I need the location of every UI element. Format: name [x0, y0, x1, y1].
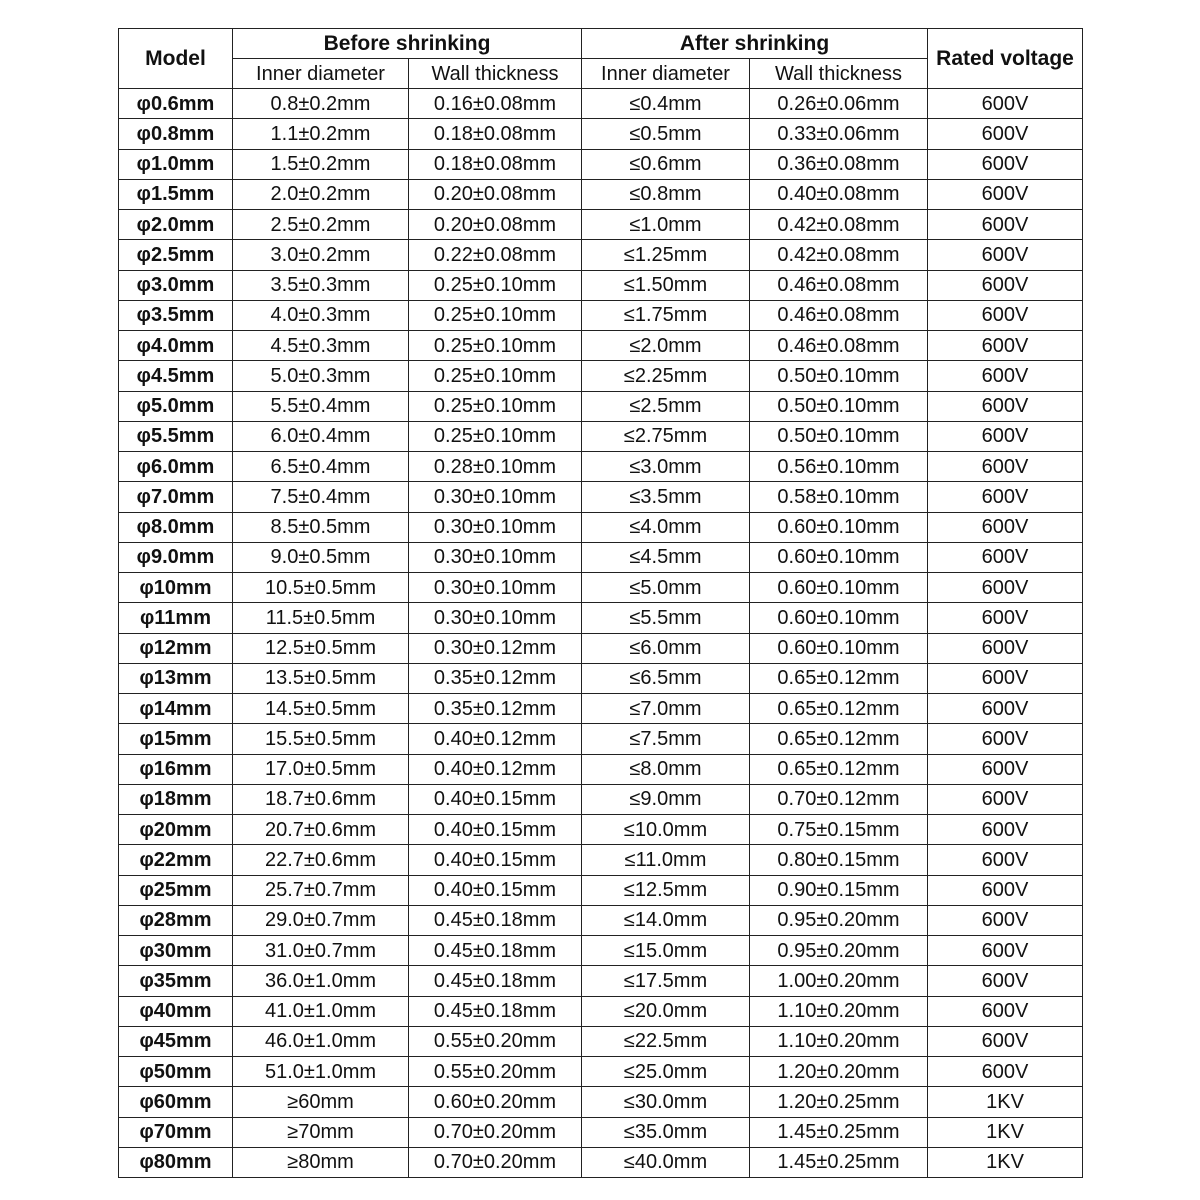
cell-before-wall-thickness: 0.45±0.18mm — [409, 966, 582, 996]
cell-after-wall-thickness: 0.80±0.15mm — [750, 845, 928, 875]
cell-before-wall-thickness: 0.25±0.10mm — [409, 331, 582, 361]
cell-after-inner-diameter: ≤11.0mm — [582, 845, 750, 875]
cell-rated-voltage: 600V — [928, 1057, 1083, 1087]
cell-after-inner-diameter: ≤9.0mm — [582, 784, 750, 814]
cell-before-inner-diameter: 5.0±0.3mm — [233, 361, 409, 391]
cell-after-inner-diameter: ≤2.75mm — [582, 421, 750, 451]
header-model: Model — [119, 29, 233, 89]
cell-before-inner-diameter: 1.5±0.2mm — [233, 149, 409, 179]
header-before-inner-diameter: Inner diameter — [233, 59, 409, 89]
cell-after-wall-thickness: 1.20±0.25mm — [750, 1087, 928, 1117]
cell-model: φ0.8mm — [119, 119, 233, 149]
cell-rated-voltage: 600V — [928, 754, 1083, 784]
cell-before-inner-diameter: 6.0±0.4mm — [233, 421, 409, 451]
cell-after-wall-thickness: 0.50±0.10mm — [750, 391, 928, 421]
cell-before-wall-thickness: 0.40±0.15mm — [409, 784, 582, 814]
cell-model: φ0.6mm — [119, 89, 233, 119]
cell-rated-voltage: 600V — [928, 210, 1083, 240]
cell-after-inner-diameter: ≤0.6mm — [582, 149, 750, 179]
cell-model: φ1.5mm — [119, 179, 233, 209]
cell-before-inner-diameter: 31.0±0.7mm — [233, 936, 409, 966]
cell-rated-voltage: 600V — [928, 482, 1083, 512]
cell-after-wall-thickness: 1.45±0.25mm — [750, 1117, 928, 1147]
cell-model: φ28mm — [119, 905, 233, 935]
cell-model: φ50mm — [119, 1057, 233, 1087]
cell-after-wall-thickness: 1.00±0.20mm — [750, 966, 928, 996]
cell-after-wall-thickness: 1.10±0.20mm — [750, 1026, 928, 1056]
cell-before-wall-thickness: 0.25±0.10mm — [409, 391, 582, 421]
cell-after-wall-thickness: 0.65±0.12mm — [750, 754, 928, 784]
cell-after-inner-diameter: ≤1.50mm — [582, 270, 750, 300]
cell-before-inner-diameter: 1.1±0.2mm — [233, 119, 409, 149]
cell-after-inner-diameter: ≤7.0mm — [582, 694, 750, 724]
cell-before-wall-thickness: 0.55±0.20mm — [409, 1057, 582, 1087]
table-row — [119, 149, 1083, 179]
cell-model: φ9.0mm — [119, 542, 233, 572]
cell-model: φ80mm — [119, 1147, 233, 1177]
cell-before-wall-thickness: 0.70±0.20mm — [409, 1147, 582, 1177]
cell-before-wall-thickness: 0.30±0.10mm — [409, 542, 582, 572]
cell-before-wall-thickness: 0.20±0.08mm — [409, 179, 582, 209]
table-row — [119, 996, 1083, 1026]
table-row — [119, 240, 1083, 270]
header-after-inner-diameter: Inner diameter — [582, 59, 750, 89]
cell-after-inner-diameter: ≤2.0mm — [582, 331, 750, 361]
cell-after-inner-diameter: ≤3.0mm — [582, 452, 750, 482]
cell-rated-voltage: 600V — [928, 149, 1083, 179]
cell-before-inner-diameter: 29.0±0.7mm — [233, 905, 409, 935]
table-row — [119, 633, 1083, 663]
cell-rated-voltage: 600V — [928, 936, 1083, 966]
table-row — [119, 300, 1083, 330]
cell-before-wall-thickness: 0.25±0.10mm — [409, 300, 582, 330]
cell-before-inner-diameter: 13.5±0.5mm — [233, 663, 409, 693]
table-row — [119, 603, 1083, 633]
cell-before-inner-diameter: 18.7±0.6mm — [233, 784, 409, 814]
cell-after-wall-thickness: 0.95±0.20mm — [750, 936, 928, 966]
cell-model: φ5.0mm — [119, 391, 233, 421]
cell-after-inner-diameter: ≤0.4mm — [582, 89, 750, 119]
cell-before-inner-diameter: ≥70mm — [233, 1117, 409, 1147]
cell-before-wall-thickness: 0.30±0.10mm — [409, 603, 582, 633]
cell-before-wall-thickness: 0.60±0.20mm — [409, 1087, 582, 1117]
cell-after-inner-diameter: ≤10.0mm — [582, 815, 750, 845]
header-rated-voltage: Rated voltage — [928, 29, 1083, 89]
cell-before-inner-diameter: 46.0±1.0mm — [233, 1026, 409, 1056]
cell-before-inner-diameter: 14.5±0.5mm — [233, 694, 409, 724]
table-row — [119, 482, 1083, 512]
cell-before-wall-thickness: 0.18±0.08mm — [409, 149, 582, 179]
cell-after-inner-diameter: ≤20.0mm — [582, 996, 750, 1026]
cell-before-inner-diameter: 41.0±1.0mm — [233, 996, 409, 1026]
cell-before-inner-diameter: 2.0±0.2mm — [233, 179, 409, 209]
cell-model: φ18mm — [119, 784, 233, 814]
cell-before-wall-thickness: 0.18±0.08mm — [409, 119, 582, 149]
header-before-wall-thickness: Wall thickness — [409, 59, 582, 89]
cell-model: φ4.5mm — [119, 361, 233, 391]
cell-rated-voltage: 600V — [928, 573, 1083, 603]
cell-rated-voltage: 600V — [928, 240, 1083, 270]
cell-model: φ70mm — [119, 1117, 233, 1147]
cell-before-inner-diameter: 12.5±0.5mm — [233, 633, 409, 663]
cell-model: φ40mm — [119, 996, 233, 1026]
table-row — [119, 573, 1083, 603]
cell-rated-voltage: 600V — [928, 875, 1083, 905]
table-row — [119, 179, 1083, 209]
cell-after-inner-diameter: ≤1.75mm — [582, 300, 750, 330]
cell-model: φ12mm — [119, 633, 233, 663]
cell-rated-voltage: 600V — [928, 784, 1083, 814]
cell-after-inner-diameter: ≤3.5mm — [582, 482, 750, 512]
table-row — [119, 119, 1083, 149]
cell-before-inner-diameter: 11.5±0.5mm — [233, 603, 409, 633]
table-row — [119, 1057, 1083, 1087]
cell-model: φ7.0mm — [119, 482, 233, 512]
cell-model: φ25mm — [119, 875, 233, 905]
cell-after-inner-diameter: ≤40.0mm — [582, 1147, 750, 1177]
header-after-shrinking: After shrinking — [582, 29, 928, 59]
cell-before-inner-diameter: ≥60mm — [233, 1087, 409, 1117]
cell-after-wall-thickness: 0.46±0.08mm — [750, 300, 928, 330]
cell-after-wall-thickness: 0.65±0.12mm — [750, 724, 928, 754]
cell-before-inner-diameter: 6.5±0.4mm — [233, 452, 409, 482]
cell-before-inner-diameter: 2.5±0.2mm — [233, 210, 409, 240]
table-row — [119, 905, 1083, 935]
cell-before-wall-thickness: 0.55±0.20mm — [409, 1026, 582, 1056]
cell-before-inner-diameter: 51.0±1.0mm — [233, 1057, 409, 1087]
cell-after-inner-diameter: ≤7.5mm — [582, 724, 750, 754]
cell-before-inner-diameter: 17.0±0.5mm — [233, 754, 409, 784]
spec-table — [118, 28, 1083, 1178]
cell-rated-voltage: 600V — [928, 270, 1083, 300]
cell-before-inner-diameter: 22.7±0.6mm — [233, 845, 409, 875]
cell-rated-voltage: 600V — [928, 452, 1083, 482]
cell-model: φ45mm — [119, 1026, 233, 1056]
cell-before-inner-diameter: 8.5±0.5mm — [233, 512, 409, 542]
cell-after-inner-diameter: ≤14.0mm — [582, 905, 750, 935]
cell-after-inner-diameter: ≤0.5mm — [582, 119, 750, 149]
cell-model: φ3.5mm — [119, 300, 233, 330]
cell-after-wall-thickness: 0.70±0.12mm — [750, 784, 928, 814]
cell-after-inner-diameter: ≤4.5mm — [582, 542, 750, 572]
table-row — [119, 875, 1083, 905]
cell-before-wall-thickness: 0.22±0.08mm — [409, 240, 582, 270]
cell-before-wall-thickness: 0.40±0.15mm — [409, 875, 582, 905]
cell-rated-voltage: 600V — [928, 542, 1083, 572]
cell-rated-voltage: 600V — [928, 421, 1083, 451]
cell-before-inner-diameter: 4.5±0.3mm — [233, 331, 409, 361]
cell-model: φ6.0mm — [119, 452, 233, 482]
cell-after-inner-diameter: ≤0.8mm — [582, 179, 750, 209]
cell-after-wall-thickness: 0.60±0.10mm — [750, 512, 928, 542]
table-row — [119, 1147, 1083, 1177]
cell-model: φ35mm — [119, 966, 233, 996]
cell-rated-voltage: 600V — [928, 1026, 1083, 1056]
cell-rated-voltage: 600V — [928, 331, 1083, 361]
cell-after-inner-diameter: ≤6.0mm — [582, 633, 750, 663]
cell-after-wall-thickness: 1.10±0.20mm — [750, 996, 928, 1026]
cell-before-wall-thickness: 0.16±0.08mm — [409, 89, 582, 119]
cell-model: φ15mm — [119, 724, 233, 754]
cell-before-wall-thickness: 0.45±0.18mm — [409, 996, 582, 1026]
cell-rated-voltage: 600V — [928, 694, 1083, 724]
cell-after-wall-thickness: 0.90±0.15mm — [750, 875, 928, 905]
cell-model: φ3.0mm — [119, 270, 233, 300]
cell-before-inner-diameter: 7.5±0.4mm — [233, 482, 409, 512]
cell-before-wall-thickness: 0.70±0.20mm — [409, 1117, 582, 1147]
cell-after-wall-thickness: 0.26±0.06mm — [750, 89, 928, 119]
cell-after-wall-thickness: 0.36±0.08mm — [750, 149, 928, 179]
table-row — [119, 361, 1083, 391]
header-after-wall-thickness: Wall thickness — [750, 59, 928, 89]
cell-before-wall-thickness: 0.35±0.12mm — [409, 663, 582, 693]
table-row — [119, 331, 1083, 361]
cell-after-inner-diameter: ≤6.5mm — [582, 663, 750, 693]
cell-model: φ22mm — [119, 845, 233, 875]
table-row — [119, 512, 1083, 542]
cell-model: φ13mm — [119, 663, 233, 693]
cell-rated-voltage: 600V — [928, 89, 1083, 119]
cell-rated-voltage: 600V — [928, 815, 1083, 845]
table-row — [119, 1117, 1083, 1147]
table-row — [119, 542, 1083, 572]
cell-before-wall-thickness: 0.25±0.10mm — [409, 421, 582, 451]
cell-before-wall-thickness: 0.30±0.10mm — [409, 512, 582, 542]
cell-model: φ2.5mm — [119, 240, 233, 270]
cell-after-inner-diameter: ≤30.0mm — [582, 1087, 750, 1117]
cell-before-wall-thickness: 0.40±0.12mm — [409, 754, 582, 784]
cell-after-wall-thickness: 0.65±0.12mm — [750, 694, 928, 724]
cell-before-wall-thickness: 0.40±0.15mm — [409, 815, 582, 845]
cell-before-inner-diameter: 9.0±0.5mm — [233, 542, 409, 572]
cell-model: φ60mm — [119, 1087, 233, 1117]
table-row — [119, 421, 1083, 451]
cell-after-wall-thickness: 0.95±0.20mm — [750, 905, 928, 935]
cell-model: φ14mm — [119, 694, 233, 724]
cell-after-wall-thickness: 0.50±0.10mm — [750, 421, 928, 451]
table-row — [119, 845, 1083, 875]
cell-before-wall-thickness: 0.25±0.10mm — [409, 361, 582, 391]
cell-before-wall-thickness: 0.35±0.12mm — [409, 694, 582, 724]
table-row — [119, 210, 1083, 240]
cell-rated-voltage: 600V — [928, 603, 1083, 633]
cell-after-inner-diameter: ≤12.5mm — [582, 875, 750, 905]
cell-rated-voltage: 1KV — [928, 1087, 1083, 1117]
table-row — [119, 89, 1083, 119]
cell-rated-voltage: 600V — [928, 966, 1083, 996]
table-row — [119, 270, 1083, 300]
cell-model: φ1.0mm — [119, 149, 233, 179]
cell-model: φ2.0mm — [119, 210, 233, 240]
cell-after-wall-thickness: 0.42±0.08mm — [750, 240, 928, 270]
table-row — [119, 694, 1083, 724]
cell-rated-voltage: 600V — [928, 845, 1083, 875]
cell-before-wall-thickness: 0.20±0.08mm — [409, 210, 582, 240]
cell-after-wall-thickness: 0.50±0.10mm — [750, 361, 928, 391]
cell-model: φ8.0mm — [119, 512, 233, 542]
cell-rated-voltage: 600V — [928, 633, 1083, 663]
cell-rated-voltage: 1KV — [928, 1117, 1083, 1147]
cell-before-wall-thickness: 0.25±0.10mm — [409, 270, 582, 300]
table-row — [119, 784, 1083, 814]
cell-after-wall-thickness: 0.60±0.10mm — [750, 603, 928, 633]
cell-after-wall-thickness: 0.58±0.10mm — [750, 482, 928, 512]
cell-rated-voltage: 600V — [928, 905, 1083, 935]
cell-model: φ10mm — [119, 573, 233, 603]
cell-model: φ20mm — [119, 815, 233, 845]
cell-after-inner-diameter: ≤35.0mm — [582, 1117, 750, 1147]
header-row-top — [119, 29, 1083, 59]
cell-before-wall-thickness: 0.28±0.10mm — [409, 452, 582, 482]
cell-after-inner-diameter: ≤17.5mm — [582, 966, 750, 996]
cell-after-wall-thickness: 0.42±0.08mm — [750, 210, 928, 240]
table-header — [119, 29, 1083, 89]
cell-before-wall-thickness: 0.45±0.18mm — [409, 905, 582, 935]
cell-after-wall-thickness: 0.40±0.08mm — [750, 179, 928, 209]
cell-after-inner-diameter: ≤25.0mm — [582, 1057, 750, 1087]
cell-before-inner-diameter: 3.0±0.2mm — [233, 240, 409, 270]
cell-after-wall-thickness: 1.45±0.25mm — [750, 1147, 928, 1177]
cell-after-inner-diameter: ≤1.25mm — [582, 240, 750, 270]
cell-before-wall-thickness: 0.30±0.10mm — [409, 482, 582, 512]
cell-after-wall-thickness: 0.60±0.10mm — [750, 633, 928, 663]
cell-rated-voltage: 600V — [928, 179, 1083, 209]
cell-before-wall-thickness: 0.45±0.18mm — [409, 936, 582, 966]
cell-after-wall-thickness: 1.20±0.20mm — [750, 1057, 928, 1087]
cell-model: φ16mm — [119, 754, 233, 784]
cell-after-wall-thickness: 0.60±0.10mm — [750, 542, 928, 572]
cell-after-inner-diameter: ≤8.0mm — [582, 754, 750, 784]
cell-after-wall-thickness: 0.65±0.12mm — [750, 663, 928, 693]
cell-rated-voltage: 600V — [928, 512, 1083, 542]
cell-rated-voltage: 600V — [928, 300, 1083, 330]
cell-before-inner-diameter: 4.0±0.3mm — [233, 300, 409, 330]
cell-before-wall-thickness: 0.30±0.10mm — [409, 573, 582, 603]
cell-before-inner-diameter: 15.5±0.5mm — [233, 724, 409, 754]
cell-before-inner-diameter: 25.7±0.7mm — [233, 875, 409, 905]
table-row — [119, 936, 1083, 966]
cell-rated-voltage: 600V — [928, 724, 1083, 754]
cell-after-wall-thickness: 0.46±0.08mm — [750, 270, 928, 300]
cell-rated-voltage: 1KV — [928, 1147, 1083, 1177]
header-before-shrinking: Before shrinking — [233, 29, 582, 59]
table-row — [119, 391, 1083, 421]
cell-before-inner-diameter: 0.8±0.2mm — [233, 89, 409, 119]
cell-before-inner-diameter: 20.7±0.6mm — [233, 815, 409, 845]
cell-before-inner-diameter: 3.5±0.3mm — [233, 270, 409, 300]
cell-rated-voltage: 600V — [928, 996, 1083, 1026]
table-row — [119, 724, 1083, 754]
cell-before-wall-thickness: 0.30±0.12mm — [409, 633, 582, 663]
cell-rated-voltage: 600V — [928, 119, 1083, 149]
cell-before-inner-diameter: 36.0±1.0mm — [233, 966, 409, 996]
cell-after-inner-diameter: ≤2.25mm — [582, 361, 750, 391]
cell-before-inner-diameter: 5.5±0.4mm — [233, 391, 409, 421]
cell-model: φ11mm — [119, 603, 233, 633]
cell-after-wall-thickness: 0.46±0.08mm — [750, 331, 928, 361]
cell-model: φ4.0mm — [119, 331, 233, 361]
cell-after-inner-diameter: ≤1.0mm — [582, 210, 750, 240]
cell-before-inner-diameter: ≥80mm — [233, 1147, 409, 1177]
table-row — [119, 1026, 1083, 1056]
cell-after-inner-diameter: ≤5.5mm — [582, 603, 750, 633]
cell-after-inner-diameter: ≤2.5mm — [582, 391, 750, 421]
cell-before-wall-thickness: 0.40±0.12mm — [409, 724, 582, 754]
table-row — [119, 815, 1083, 845]
cell-rated-voltage: 600V — [928, 663, 1083, 693]
cell-model: φ5.5mm — [119, 421, 233, 451]
cell-rated-voltage: 600V — [928, 361, 1083, 391]
cell-after-wall-thickness: 0.33±0.06mm — [750, 119, 928, 149]
cell-after-inner-diameter: ≤4.0mm — [582, 512, 750, 542]
cell-before-inner-diameter: 10.5±0.5mm — [233, 573, 409, 603]
table-row — [119, 452, 1083, 482]
cell-after-wall-thickness: 0.60±0.10mm — [750, 573, 928, 603]
table-row — [119, 1087, 1083, 1117]
cell-after-inner-diameter: ≤22.5mm — [582, 1026, 750, 1056]
table-row — [119, 966, 1083, 996]
cell-rated-voltage: 600V — [928, 391, 1083, 421]
table-body — [119, 89, 1083, 1178]
cell-after-wall-thickness: 0.56±0.10mm — [750, 452, 928, 482]
cell-after-inner-diameter: ≤5.0mm — [582, 573, 750, 603]
cell-before-wall-thickness: 0.40±0.15mm — [409, 845, 582, 875]
cell-after-inner-diameter: ≤15.0mm — [582, 936, 750, 966]
cell-model: φ30mm — [119, 936, 233, 966]
table-row — [119, 754, 1083, 784]
table-row — [119, 663, 1083, 693]
cell-after-wall-thickness: 0.75±0.15mm — [750, 815, 928, 845]
